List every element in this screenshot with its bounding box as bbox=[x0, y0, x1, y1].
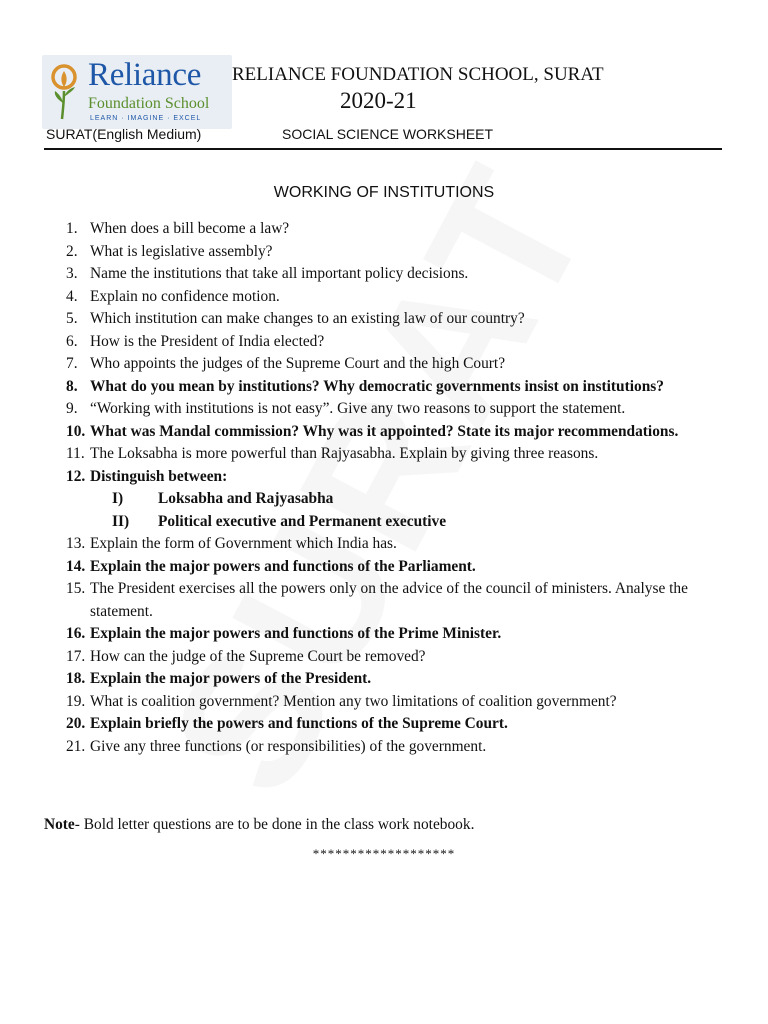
question-text: What do you mean by institutions? Why democratic governments insist on institutions? bbox=[90, 377, 664, 395]
question-item bbox=[0, 286, 768, 309]
worksheet-title: SOCIAL SCIENCE WORKSHEET bbox=[282, 126, 494, 142]
question-item bbox=[0, 218, 768, 241]
school-medium: SURAT(English Medium) bbox=[46, 126, 202, 142]
question-text: Name the institutions that take all important policy decisions. bbox=[90, 265, 469, 282]
question-text: Explain briefly the powers and functions of the Supreme Court. bbox=[90, 715, 508, 732]
question-number: 2. bbox=[66, 242, 78, 260]
question-text: Explain the major powers and functions of the Parliament. bbox=[90, 557, 476, 575]
question-item bbox=[0, 578, 768, 623]
question-text: What is legislative assembly? bbox=[90, 242, 273, 260]
question-text: Give any three functions (or responsibilities) of the government. bbox=[90, 737, 487, 755]
sub-item bbox=[0, 511, 768, 534]
logo-name: Reliance bbox=[88, 57, 202, 93]
question-number: 4. bbox=[66, 287, 78, 305]
question-item bbox=[0, 331, 768, 354]
question-number: 9. bbox=[66, 400, 78, 417]
question-number: 12. bbox=[66, 467, 86, 485]
question-item bbox=[0, 241, 768, 264]
question-item-bold bbox=[0, 713, 768, 736]
sub-item-number: I) bbox=[112, 490, 124, 507]
question-item-bold bbox=[0, 556, 768, 579]
question-list bbox=[0, 218, 768, 758]
question-text: How can the judge of the Supreme Court be removed? bbox=[90, 647, 426, 665]
question-item bbox=[0, 533, 768, 556]
question-number: 5. bbox=[66, 310, 78, 327]
question-text: Explain no confidence motion. bbox=[90, 287, 280, 305]
question-item bbox=[0, 646, 768, 669]
note bbox=[44, 814, 474, 836]
question-item-bold bbox=[0, 668, 768, 691]
logo-tagline: LEARN · IMAGINE · EXCEL bbox=[90, 115, 202, 122]
question-item bbox=[0, 353, 768, 376]
question-number: 18. bbox=[66, 670, 86, 687]
sub-item bbox=[0, 488, 768, 511]
footer-stars: ******************* bbox=[312, 846, 456, 861]
school-logo bbox=[42, 55, 232, 129]
question-item-bold bbox=[0, 466, 768, 489]
question-item-bold bbox=[0, 623, 768, 646]
question-text: Explain the major powers of the President. bbox=[90, 670, 372, 687]
school-name: RELIANCE FOUNDATION SCHOOL, SURAT bbox=[232, 64, 604, 85]
question-text: The President exercises all the powers only on the advice of the council of ministers. Analyse the statement. bbox=[90, 580, 688, 620]
question-text: Explain the major powers and functions of the Prime Minister. bbox=[90, 625, 502, 642]
topic-title: WORKING OF INSTITUTIONS bbox=[273, 184, 495, 201]
sub-item-text: Political executive and Permanent executive bbox=[158, 512, 447, 530]
question-item-bold bbox=[0, 376, 768, 399]
question-number: 11. bbox=[66, 445, 85, 462]
header-divider bbox=[44, 148, 722, 150]
logo-subtitle: Foundation School bbox=[88, 95, 210, 112]
question-number: 15. bbox=[66, 580, 86, 597]
question-text: Which institution can make changes to an existing law of our country? bbox=[90, 310, 525, 327]
question-text: How is the President of India elected? bbox=[90, 332, 325, 350]
question-text: The Loksabha is more powerful than Rajyasabha. Explain by giving three reasons. bbox=[90, 445, 599, 462]
question-text: Distinguish between: bbox=[90, 467, 228, 485]
question-number: 21. bbox=[66, 737, 86, 755]
question-number: 7. bbox=[66, 355, 78, 372]
question-number: 13. bbox=[66, 535, 86, 552]
question-text: Who appoints the judges of the Supreme Court and the high Court? bbox=[90, 355, 506, 372]
question-item bbox=[0, 398, 768, 421]
sub-item-number: II) bbox=[112, 512, 130, 530]
question-item bbox=[0, 443, 768, 466]
flame-logo-icon bbox=[46, 61, 86, 125]
question-item bbox=[0, 308, 768, 331]
academic-year: 2020-21 bbox=[340, 88, 417, 113]
question-number: 20. bbox=[66, 715, 86, 732]
question-text: What is coalition government? Mention any two limitations of coalition government? bbox=[90, 692, 617, 710]
question-text: When does a bill become a law? bbox=[90, 220, 290, 237]
question-text: “Working with institutions is not easy”. Give any two reasons to support the statement. bbox=[90, 400, 626, 417]
question-item bbox=[0, 263, 768, 286]
question-number: 8. bbox=[66, 377, 78, 395]
question-number: 17. bbox=[66, 647, 86, 665]
note-label: Note bbox=[44, 816, 75, 833]
question-number: 19. bbox=[66, 692, 86, 710]
question-number: 16. bbox=[66, 625, 86, 642]
question-number: 14. bbox=[66, 557, 86, 575]
question-item bbox=[0, 736, 768, 759]
question-number: 1. bbox=[66, 220, 78, 237]
question-item-bold bbox=[0, 421, 768, 444]
question-number: 10. bbox=[66, 422, 86, 440]
question-number: 3. bbox=[66, 265, 78, 282]
question-number: 6. bbox=[66, 332, 78, 350]
question-text: Explain the form of Government which India has. bbox=[90, 535, 397, 552]
question-text: What was Mandal commission? Why was it appointed? State its major recommendations. bbox=[90, 422, 679, 440]
sub-item-text: Loksabha and Rajyasabha bbox=[158, 490, 334, 507]
note-text: - Bold letter questions are to be done in the class work notebook. bbox=[74, 816, 475, 833]
question-item bbox=[0, 691, 768, 714]
